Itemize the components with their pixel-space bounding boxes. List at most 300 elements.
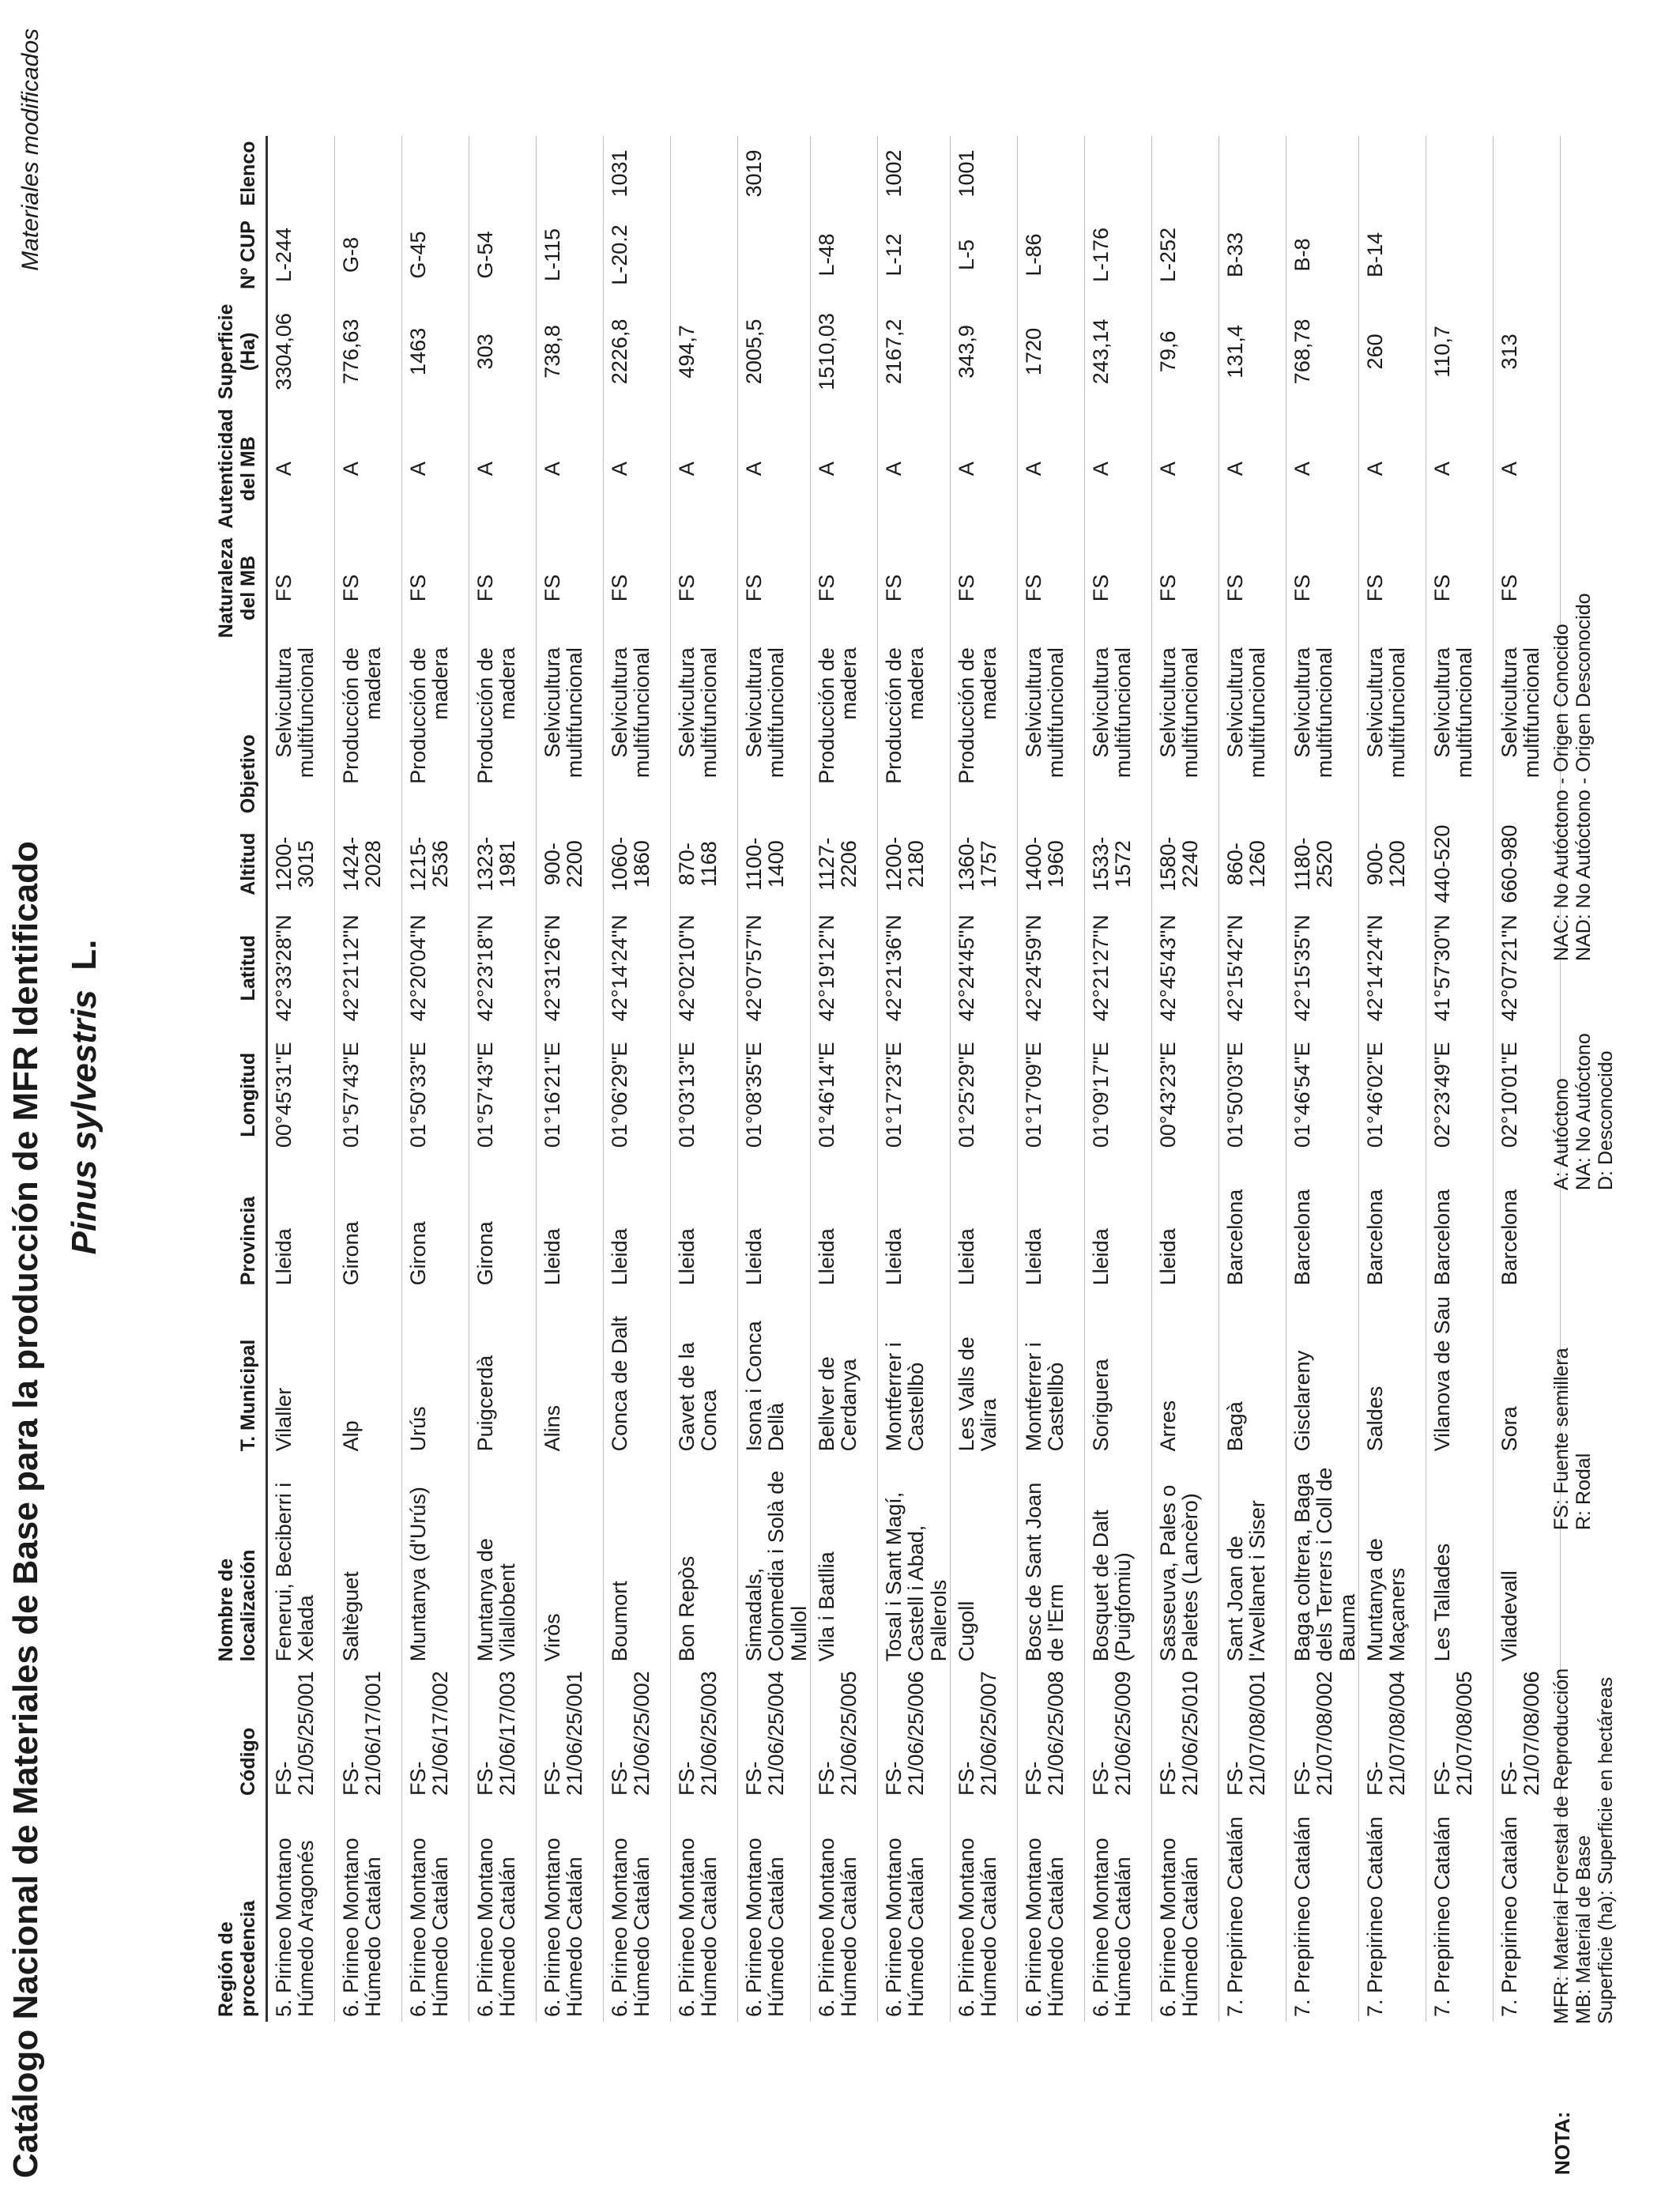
cell-cup: G-8	[339, 236, 363, 273]
table-row	[537, 136, 604, 2022]
cell-authenticity: A	[406, 462, 430, 477]
cell-code: FS-21/06/17/001	[339, 1671, 386, 1796]
cell-location: Tosal i Sant Magí, Castell i Abad, Pallerols	[882, 1491, 951, 1662]
cell-location: Saltèguet	[339, 1571, 363, 1662]
cell-objective: Producción de madera	[473, 647, 520, 784]
cell-surface: 2167,2	[882, 319, 906, 385]
cell-municipality: Puigcerdà	[473, 1355, 497, 1452]
table-row	[1359, 136, 1426, 2022]
cell-altitude: 1323-1981	[473, 836, 520, 892]
table-row	[1286, 136, 1359, 2022]
cell-location: Viròs	[541, 1613, 564, 1662]
cell-nature: FS	[1363, 574, 1388, 602]
cell-authenticity: A	[1022, 462, 1046, 477]
legend-line: MFR: Material Forestal de Reproducción	[1550, 1668, 1573, 2024]
cell-longitude: 01°25'29"E	[955, 1042, 979, 1148]
cell-code: FS-21/06/25/004	[742, 1671, 789, 1796]
legend-line: FS: Fuente semillera	[1550, 1348, 1573, 1530]
cell-elenco	[1286, 136, 1359, 210]
cell-objective: Selvicultura multifuncional	[1156, 647, 1203, 778]
table-row	[878, 136, 951, 2022]
cell-municipality: Montferrer i Castellbò	[1022, 1342, 1068, 1452]
cell-code: FS-21/06/25/010	[1156, 1671, 1203, 1796]
cell-municipality: Arres	[1156, 1400, 1181, 1452]
table-row	[671, 136, 738, 2022]
cell-location: Boumort	[608, 1581, 631, 1662]
table-row	[951, 136, 1018, 2022]
col-header-latitude: Latitud	[236, 935, 259, 1001]
legend-type	[1550, 1348, 1595, 1530]
cell-longitude: 01°03'13"E	[675, 1042, 699, 1148]
cell-province: Lleida	[815, 1228, 839, 1286]
cell-location: Simadals, Colomedia i Solà de Mullol	[742, 1470, 811, 1662]
cell-objective: Selvicultura multifuncional	[541, 647, 587, 778]
species-name	[65, 0, 104, 2194]
cell-latitude: 42°45'43"N	[1156, 914, 1181, 1022]
cell-longitude: 02°23'49"E	[1430, 1042, 1455, 1148]
col-header-authenticity: Autenticidad del MB	[215, 409, 259, 529]
cell-province: Lleida	[882, 1228, 906, 1286]
cell-longitude: 01°57'43"E	[473, 1042, 497, 1148]
cell-region: 6. Pirineo Montano Húmedo Catalán	[406, 1838, 453, 2017]
cell-cup: L-86	[1022, 233, 1046, 277]
cell-municipality: Bellver de Cerdanya	[815, 1356, 861, 1452]
cell-surface: 3304,06	[272, 313, 296, 390]
cell-cup: L-252	[1156, 227, 1181, 282]
cell-cup	[738, 210, 811, 299]
cell-surface: 110,7	[1430, 326, 1455, 378]
cell-elenco: 3019	[742, 149, 766, 198]
cell-province: Lleida	[1156, 1228, 1181, 1286]
cell-nature: FS	[608, 574, 631, 602]
cell-municipality: Les Valls de Valira	[955, 1336, 1001, 1452]
cell-altitude: 1100-1400	[742, 837, 789, 891]
cell-surface: 79,6	[1156, 330, 1181, 373]
cell-location: Muntanya de Maçaners	[1363, 1538, 1410, 1662]
cell-nature: FS	[1156, 574, 1181, 602]
nota-label: NOTA:	[1550, 2111, 1574, 2175]
cell-authenticity: A	[1223, 462, 1248, 477]
cell-province: Lleida	[608, 1228, 631, 1286]
species-author: L.	[65, 939, 104, 971]
cell-objective: Selvicultura multifuncional	[1022, 647, 1068, 778]
cell-elenco	[811, 136, 878, 210]
cell-altitude: 1200-3015	[272, 836, 318, 892]
cell-location: Bosc de Sant Joan de l'Erm	[1022, 1482, 1068, 1662]
cell-location: Vila i Batllia	[815, 1551, 839, 1662]
cell-code: FS-21/06/25/009	[1089, 1671, 1136, 1796]
cell-longitude: 01°16'21"E	[541, 1042, 564, 1148]
cell-authenticity: A	[1290, 462, 1315, 477]
cell-longitude: 01°50'03"E	[1223, 1042, 1248, 1148]
cell-elenco	[402, 136, 469, 210]
table-row	[604, 136, 671, 2022]
col-header-elenco: Elenco	[236, 141, 259, 206]
legend-line: D: Desconocido	[1595, 1050, 1617, 1190]
cell-province: Lleida	[541, 1228, 564, 1286]
cell-objective: Producción de madera	[339, 647, 386, 784]
table-body	[267, 136, 1561, 2022]
cell-nature: FS	[742, 574, 766, 602]
cell-code: FS-21/06/25/002	[608, 1671, 654, 1796]
cell-code: FS-21/05/25/001	[272, 1671, 318, 1796]
table-row	[738, 136, 811, 2022]
cell-surface: 131,4	[1223, 325, 1248, 379]
cell-nature: FS	[955, 574, 979, 602]
cell-surface: 260	[1363, 334, 1388, 370]
cell-province: Barcelona	[1363, 1189, 1388, 1286]
cell-altitude: 860-1260	[1223, 840, 1270, 888]
cell-province: Lleida	[742, 1228, 766, 1286]
cell-objective: Selvicultura multifuncional	[1363, 647, 1410, 778]
cell-elenco: 1002	[882, 149, 906, 198]
cell-surface: 343,9	[955, 325, 979, 379]
cell-latitude: 42°07'21"N	[1497, 914, 1522, 1022]
cell-surface: 776,63	[339, 319, 363, 385]
cell-latitude: 42°33'28"N	[272, 914, 296, 1022]
cell-region: 6. Pirineo Montano Húmedo Catalán	[742, 1838, 789, 2017]
col-header-objective: Objetivo	[236, 734, 259, 814]
cell-province: Girona	[406, 1221, 430, 1286]
cell-location: Bon Repòs	[675, 1555, 699, 1662]
cell-code: FS-21/06/17/003	[473, 1671, 520, 1796]
table-row	[267, 136, 335, 2022]
cell-latitude: 42°21'36"N	[882, 914, 906, 1022]
cell-altitude: 1215-2536	[406, 836, 453, 892]
cell-objective: Selvicultura multifuncional	[1223, 647, 1270, 778]
cell-nature: FS	[272, 574, 296, 602]
col-header-location: Nombre de localización	[215, 1549, 259, 1662]
cell-longitude: 00°45'31"E	[272, 1042, 296, 1148]
table-row	[335, 136, 402, 2022]
cell-latitude: 42°02'10"N	[675, 914, 699, 1022]
legend-line: NAD: No Autóctono - Origen Desconocido	[1573, 593, 1595, 961]
cell-cup: B-8	[1290, 238, 1315, 272]
cell-location: Viladevall	[1497, 1570, 1522, 1662]
cell-municipality: Alp	[339, 1420, 363, 1452]
cell-nature: FS	[406, 574, 430, 602]
cell-longitude: 01°46'54"E	[1290, 1042, 1315, 1148]
table-row	[1085, 136, 1152, 2022]
cell-cup: L-12	[882, 233, 906, 277]
cell-longitude: 01°46'14"E	[815, 1042, 839, 1148]
cell-latitude: 42°15'42"N	[1223, 914, 1248, 1022]
table-row	[1426, 136, 1494, 2022]
cell-code: FS-21/07/08/001	[1223, 1671, 1270, 1796]
cell-objective: Selvicultura multifuncional	[272, 647, 318, 778]
cell-code: FS-21/06/25/001	[541, 1671, 587, 1796]
cell-province: Lleida	[272, 1228, 296, 1286]
cell-location: Fenerui, Beciberri i Xelada	[272, 1482, 318, 1662]
cell-region: 7. Prepirineo Catalán	[1363, 1816, 1388, 2017]
cell-elenco: 1001	[955, 149, 979, 198]
col-header-surface: Superficie (Ha)	[215, 303, 259, 400]
cell-objective: Selvicultura multifuncional	[1430, 647, 1477, 778]
cell-location: Muntanya de Vilallobent	[473, 1538, 520, 1662]
cell-elenco	[1426, 136, 1494, 210]
cell-region: 6. Pirineo Montano Húmedo Catalán	[339, 1838, 386, 2017]
cell-municipality: Sora	[1497, 1406, 1522, 1452]
cell-nature: FS	[815, 574, 839, 602]
cell-latitude: 42°14'24"N	[608, 914, 631, 1022]
cell-region: 6. Pirineo Montano Húmedo Catalán	[1022, 1838, 1068, 2017]
cell-objective: Selvicultura multifuncional	[1290, 647, 1337, 778]
cell-surface: 1463	[406, 327, 430, 375]
cell-cup	[671, 210, 738, 299]
cell-nature: FS	[1430, 574, 1455, 602]
cell-longitude: 01°46'02"E	[1363, 1042, 1388, 1148]
cell-code: FS-21/06/25/005	[815, 1671, 861, 1796]
cell-latitude: 42°20'04"N	[406, 914, 430, 1022]
cell-authenticity: A	[1497, 462, 1522, 477]
cell-longitude: 01°57'43"E	[339, 1042, 363, 1148]
cell-region: 6. Pirineo Montano Húmedo Catalán	[608, 1838, 654, 2017]
cell-code: FS-21/06/25/003	[675, 1671, 721, 1796]
cell-authenticity: A	[339, 462, 363, 477]
cell-surface: 313	[1497, 334, 1522, 370]
cell-altitude: 870-1168	[675, 841, 721, 888]
cell-latitude: 42°23'18"N	[473, 914, 497, 1022]
cell-surface: 1720	[1022, 327, 1046, 375]
cell-altitude: 1580-2240	[1156, 836, 1203, 892]
cell-objective: Selvicultura multifuncional	[608, 647, 654, 778]
col-header-altitude: Altitud	[236, 832, 259, 895]
cell-objective: Selvicultura multifuncional	[675, 647, 721, 778]
cell-latitude: 42°15'35"N	[1290, 914, 1315, 1022]
cell-authenticity: A	[473, 462, 497, 477]
cell-province: Barcelona	[1430, 1189, 1455, 1286]
table-row	[1152, 136, 1219, 2022]
cell-latitude: 42°07'57"N	[742, 914, 766, 1022]
cell-altitude: 440-520	[1430, 824, 1455, 903]
cell-municipality: Isona i Conca Dellà	[742, 1321, 789, 1452]
cell-cup: L-5	[955, 239, 979, 270]
cell-province: Barcelona	[1290, 1189, 1315, 1286]
col-header-region: Región de procedencia	[215, 1900, 259, 2017]
cell-surface: 2226,8	[608, 319, 631, 385]
page-subtitle: Materiales modificados	[17, 28, 43, 271]
cell-latitude: 42°24'59"N	[1022, 914, 1046, 1022]
cell-code: FS-21/06/25/007	[955, 1671, 1001, 1796]
cell-cup: G-54	[473, 231, 497, 279]
col-header-nature: Naturaleza del MB	[215, 537, 259, 639]
cell-longitude: 01°17'23"E	[882, 1042, 906, 1148]
cell-province: Lleida	[955, 1228, 979, 1286]
cell-region: 6. Pirineo Montano Húmedo Catalán	[541, 1838, 587, 2017]
cell-longitude: 01°17'09"E	[1022, 1042, 1046, 1148]
cell-objective: Producción de madera	[406, 647, 453, 784]
cell-objective: Producción de madera	[815, 647, 861, 784]
cell-code: FS-21/07/08/006	[1497, 1671, 1544, 1796]
cell-municipality: Soriguera	[1089, 1359, 1113, 1452]
cell-altitude: 1400-1960	[1022, 836, 1068, 892]
cell-municipality: Saldes	[1363, 1385, 1388, 1452]
cell-longitude: 01°08'35"E	[742, 1042, 766, 1148]
legend-line: MB: Material de Base	[1573, 1835, 1595, 2024]
legend-line: Superficie (ha): Superficie en hectáreas	[1595, 1676, 1617, 2024]
cell-code: FS-21/06/17/002	[406, 1671, 453, 1796]
species-genus: Pinus sylvestris	[65, 990, 104, 1255]
cell-location: Baga coltrera, Baga dels Terrers i Coll de Bauma	[1290, 1467, 1359, 1662]
cell-region: 6. Pirineo Montano Húmedo Catalán	[675, 1838, 721, 2017]
cell-elenco	[1359, 136, 1426, 210]
cell-surface: 1510,03	[815, 313, 839, 390]
cell-code: FS-21/07/08/005	[1430, 1671, 1477, 1796]
cell-municipality: Montferrer i Castellbò	[882, 1342, 929, 1452]
cell-altitude: 1424-2028	[339, 836, 386, 892]
cell-municipality: Gisclareny	[1290, 1350, 1315, 1452]
cell-nature: FS	[675, 574, 699, 602]
cell-nature: FS	[882, 574, 906, 602]
cell-objective: Selvicultura multifuncional	[1089, 647, 1136, 778]
col-header-code: Código	[236, 1727, 259, 1796]
cell-surface: 303	[473, 334, 497, 370]
cell-altitude: 1180-2520	[1290, 837, 1337, 891]
cell-authenticity: A	[742, 462, 766, 477]
cell-location: Cugoll	[955, 1600, 979, 1662]
legend-line: NA: No Autóctono	[1573, 1033, 1595, 1190]
cell-nature: FS	[1223, 574, 1248, 602]
cell-authenticity: A	[1430, 462, 1455, 477]
cell-elenco: 1031	[608, 149, 631, 198]
cell-surface: 768,78	[1290, 319, 1315, 385]
cell-nature: FS	[473, 574, 497, 602]
table-row	[402, 136, 469, 2022]
cell-elenco	[267, 136, 335, 210]
col-header-province: Provincia	[236, 1196, 259, 1286]
cell-municipality: Gavet de la Conca	[675, 1342, 721, 1452]
cell-region: 6. Pirineo Montano Húmedo Catalán	[1089, 1838, 1136, 2017]
page-title: Catálogo Nacional de Materiales de Base para la producción de MFR Identificado	[6, 841, 45, 2178]
cell-longitude: 01°50'33"E	[406, 1042, 430, 1148]
table-row	[1219, 136, 1286, 2022]
cell-authenticity: A	[675, 462, 699, 477]
cell-elenco	[335, 136, 402, 210]
cell-province: Lleida	[1089, 1228, 1113, 1286]
cell-longitude: 00°43'23"E	[1156, 1042, 1181, 1148]
cell-location: Sasseuva, Pales o Paletes (Lancèro)	[1156, 1484, 1203, 1662]
cell-authenticity: A	[882, 462, 906, 477]
cell-latitude: 42°24'45"N	[955, 914, 979, 1022]
cell-region: 7. Prepirineo Catalán	[1430, 1816, 1455, 2017]
cell-code: FS-21/06/25/008	[1022, 1671, 1068, 1796]
cell-region: 7. Prepirineo Catalán	[1223, 1816, 1248, 2017]
legend-authenticity	[1550, 1033, 1617, 1190]
table-row	[1018, 136, 1085, 2022]
cell-latitude: 42°14'24"N	[1363, 914, 1388, 1022]
cell-objective: Selvicultura multifuncional	[1497, 647, 1544, 778]
cell-altitude: 1533-1572	[1089, 836, 1136, 892]
legend-origin	[1550, 593, 1595, 961]
cell-province: Barcelona	[1223, 1189, 1248, 1286]
cell-authenticity: A	[608, 462, 631, 477]
cell-authenticity: A	[1089, 462, 1113, 477]
cell-elenco	[537, 136, 604, 210]
cell-region: 7. Prepirineo Catalán	[1290, 1816, 1315, 2017]
cell-surface: 738,8	[541, 325, 564, 379]
cell-province: Lleida	[1022, 1228, 1046, 1286]
cell-nature: FS	[339, 574, 363, 602]
cell-location: Bosquet de Dalt (Puigfomiu)	[1089, 1510, 1136, 1662]
cell-authenticity: A	[1156, 462, 1181, 477]
catalog-table	[126, 136, 1561, 2022]
cell-objective: Producción de madera	[955, 647, 1001, 784]
cell-latitude: 42°21'12"N	[339, 914, 363, 1022]
cell-nature: FS	[541, 574, 564, 602]
cell-province: Girona	[339, 1221, 363, 1286]
cell-elenco	[671, 136, 738, 210]
table-header-row	[126, 136, 267, 2022]
cell-region: 6. Pirineo Montano Húmedo Catalán	[1156, 1838, 1203, 2017]
cell-authenticity: A	[272, 462, 296, 477]
cell-region: 6. Pirineo Montano Húmedo Catalán	[882, 1838, 929, 2017]
cell-cup: L-176	[1089, 227, 1113, 282]
cell-nature: FS	[1497, 574, 1522, 602]
cell-cup: B-14	[1363, 232, 1388, 277]
cell-municipality: Vilanova de Sau	[1430, 1296, 1455, 1452]
cell-municipality: Conca de Dalt	[608, 1316, 631, 1452]
cell-region: 5. Pirineo Montano Húmedo Aragonés	[272, 1838, 318, 2017]
cell-longitude: 01°09'17"E	[1089, 1042, 1113, 1148]
cell-municipality: Bagà	[1223, 1401, 1248, 1452]
cell-code: FS-21/06/25/006	[882, 1671, 929, 1796]
cell-elenco	[1494, 136, 1561, 210]
cell-region: 6. Pirineo Montano Húmedo Catalán	[473, 1838, 520, 2017]
cell-cup: L-115	[541, 228, 564, 281]
cell-cup: L-244	[272, 227, 296, 282]
cell-altitude: 660-980	[1497, 824, 1522, 903]
cell-altitude: 900-2200	[541, 840, 587, 888]
cell-municipality: Vilaller	[272, 1387, 296, 1452]
cell-cup: L-48	[815, 233, 839, 277]
cell-authenticity: A	[815, 462, 839, 477]
cell-province: Girona	[473, 1221, 497, 1286]
cell-elenco	[469, 136, 537, 210]
cell-altitude: 1360-1757	[955, 836, 1001, 892]
cell-location: Sant Joan de l'Avellanet i Siser	[1223, 1500, 1270, 1662]
cell-surface: 494,7	[675, 325, 699, 379]
cell-authenticity: A	[1363, 462, 1388, 477]
cell-province: Barcelona	[1497, 1189, 1522, 1286]
cell-latitude: 42°21'27"N	[1089, 914, 1113, 1022]
cell-nature: FS	[1089, 574, 1113, 602]
legend-line: A: Autóctono	[1550, 1078, 1573, 1190]
cell-region: 6. Pirineo Montano Húmedo Catalán	[815, 1838, 861, 2017]
legend-mfr	[1550, 1668, 1617, 2024]
cell-location: Muntanya (d'Urús)	[406, 1487, 430, 1662]
cell-surface: 2005,5	[742, 319, 766, 385]
cell-latitude: 42°19'12"N	[815, 914, 839, 1022]
cell-municipality: Urús	[406, 1406, 430, 1452]
cell-cup: B-33	[1223, 232, 1248, 277]
cell-cup: G-45	[406, 231, 430, 279]
cell-authenticity: A	[541, 462, 564, 477]
cell-location: Les Tallades	[1430, 1543, 1455, 1662]
cell-surface: 243,14	[1089, 319, 1113, 385]
cell-nature: FS	[1022, 574, 1046, 602]
col-header-cup: Nº CUP	[236, 221, 259, 289]
cell-longitude: 01°06'29"E	[608, 1042, 631, 1148]
cell-elenco	[1152, 136, 1219, 210]
cell-authenticity: A	[955, 462, 979, 477]
cell-code: FS-21/07/08/002	[1290, 1671, 1337, 1796]
cell-altitude: 1200-2180	[882, 836, 929, 892]
cell-municipality: Alins	[541, 1404, 564, 1452]
cell-latitude: 42°31'26"N	[541, 914, 564, 1022]
col-header-municipality: T. Municipal	[236, 1339, 259, 1452]
cell-code: FS-21/07/08/004	[1363, 1671, 1410, 1796]
cell-objective: Selvicultura multifuncional	[742, 647, 789, 778]
